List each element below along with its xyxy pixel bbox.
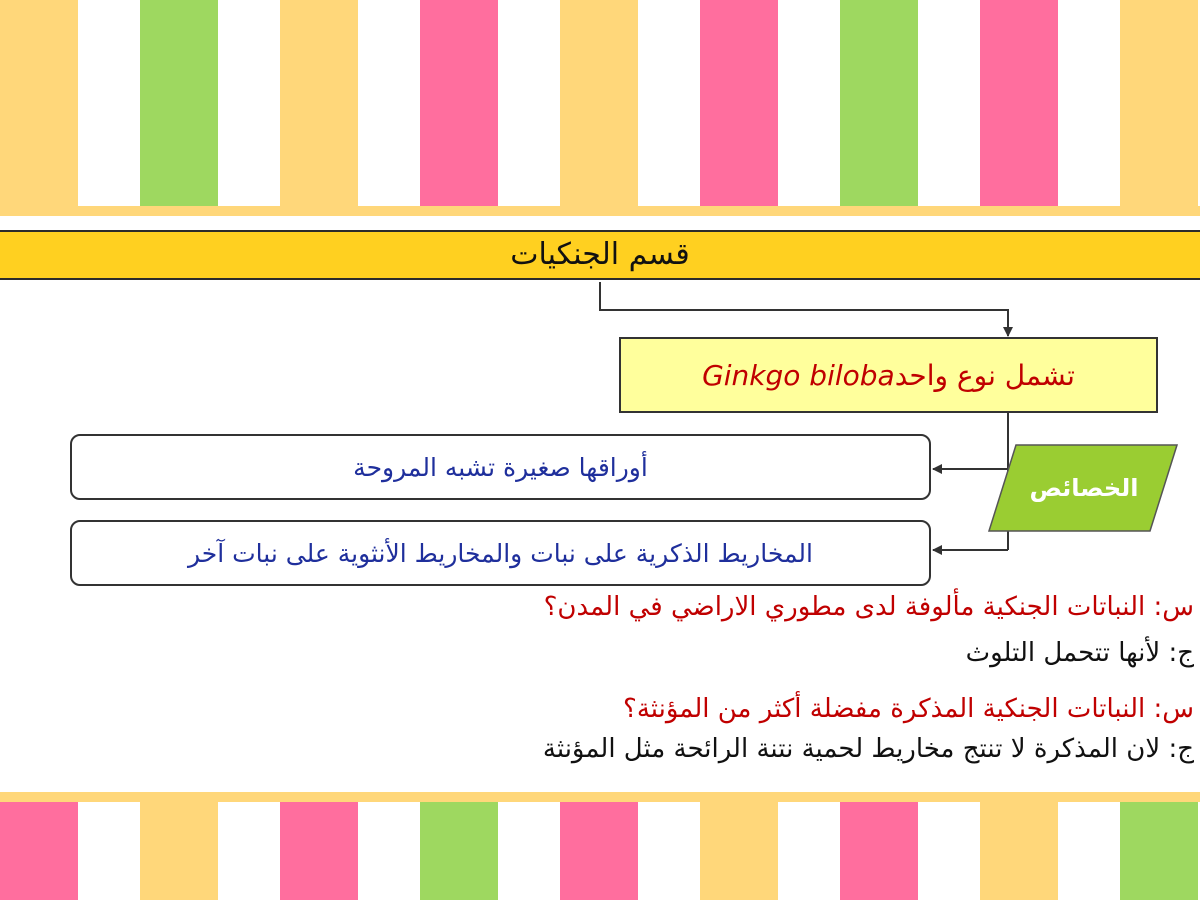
species-latin-name: Ginkgo biloba — [702, 358, 895, 392]
stripe — [1058, 802, 1120, 900]
stripe — [980, 0, 1058, 206]
stripe — [638, 0, 700, 206]
stripe — [1120, 0, 1198, 206]
bottom-stripe-banner — [0, 802, 1200, 900]
stripe — [1058, 0, 1120, 206]
stripe — [0, 0, 78, 206]
question-2: س: النباتات الجنكية المذكرة مفضلة أكثر من المؤنثة؟ — [623, 694, 1194, 724]
stripe — [498, 802, 560, 900]
stripe — [638, 802, 700, 900]
stripe — [560, 802, 638, 900]
top-stripe-banner — [0, 0, 1200, 206]
characteristics-label: الخصائص — [1029, 474, 1139, 502]
question-1: س: النباتات الجنكية مألوفة لدى مطوري الاراضي في المدن؟ — [543, 592, 1194, 622]
stripe — [78, 0, 140, 206]
stripe — [840, 802, 918, 900]
stripe — [78, 802, 140, 900]
characteristic-box-2 — [70, 520, 931, 586]
stripe — [918, 802, 980, 900]
stripe — [498, 0, 560, 206]
characteristic-text: أوراقها صغيرة تشبه المروحة — [353, 452, 648, 482]
answer-2: ج: لان المذكرة لا تنتج مخاريط لحمية نتنة الرائحة مثل المؤنثة — [542, 734, 1194, 764]
stripe — [140, 802, 218, 900]
page-title: قسم الجنكيات — [510, 237, 690, 272]
stripe — [560, 0, 638, 206]
stripe — [840, 0, 918, 206]
stripe — [280, 802, 358, 900]
answer-1: ج: لأنها تتحمل التلوث — [965, 638, 1194, 668]
top-border — [0, 206, 1200, 216]
stripe — [0, 802, 78, 900]
stripe — [218, 802, 280, 900]
species-description: تشمل نوع واحد — [894, 358, 1075, 392]
stripe — [358, 802, 420, 900]
stripe — [980, 802, 1058, 900]
title-to-species-connector — [600, 282, 1008, 336]
characteristic-box-1 — [70, 434, 931, 500]
species-box — [619, 337, 1158, 413]
stripe — [700, 0, 778, 206]
stripe — [700, 802, 778, 900]
stripe — [218, 0, 280, 206]
stripe — [358, 0, 420, 206]
stripe — [140, 0, 218, 206]
stripe — [778, 802, 840, 900]
stripe — [1120, 802, 1198, 900]
stripe — [420, 802, 498, 900]
characteristic-text: المخاريط الذكرية على نبات والمخاريط الأنثوية على نبات آخر — [188, 538, 813, 568]
bottom-border — [0, 792, 1200, 802]
stripe — [280, 0, 358, 206]
stripe — [918, 0, 980, 206]
stripe — [420, 0, 498, 206]
stripe — [778, 0, 840, 206]
